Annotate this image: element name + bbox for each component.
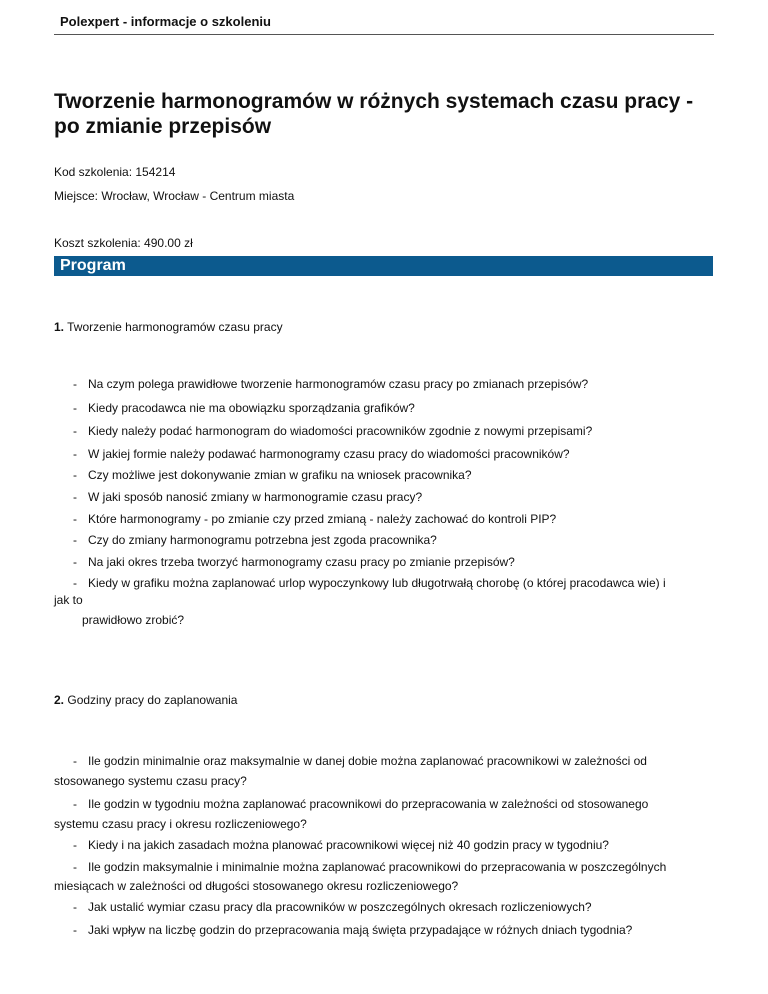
- list-item-continuation: jak to: [54, 593, 83, 607]
- list-item-text: Kiedy należy podać harmonogram do wiadomości pracowników zgodnie z nowymi przepisami?: [88, 424, 593, 438]
- list-item-text: Ile godzin minimalnie oraz maksymalnie w danej dobie można zaplanować pracownikowi w zależności od: [88, 754, 647, 768]
- list-item: [73, 468, 472, 482]
- list-item: [73, 923, 632, 937]
- list-item-continuation: prawidłowo zrobić?: [82, 613, 185, 627]
- program-heading-bar: [54, 256, 713, 276]
- list-item: [73, 447, 570, 461]
- list-item-text: Jak ustalić wymiar czasu pracy dla pracowników w poszczególnych okresach rozliczeniowych?: [88, 900, 592, 914]
- list-item-text: Kiedy pracodawca nie ma obowiązku sporządzania grafików?: [88, 401, 415, 415]
- list-item: [73, 838, 609, 852]
- list-item-continuation: miesiącach w zależności od długości stosowanego okresu rozliczeniowego?: [54, 879, 459, 893]
- dash-bullet: -: [73, 490, 77, 504]
- list-item-text: Ile godzin maksymalnie i minimalnie można zaplanować pracownikowi do przepracowania w poszczególnych: [88, 860, 667, 874]
- list-item: [73, 797, 648, 811]
- course-cost: Koszt szkolenia: 490.00 zł: [54, 236, 193, 250]
- document-header: [54, 10, 714, 35]
- dash-bullet: -: [73, 377, 77, 391]
- list-item-text: Ile godzin w tygodniu można zaplanować pracownikowi do przepracowania w zależności od stosowanego: [88, 797, 649, 811]
- dash-bullet: -: [73, 923, 77, 937]
- course-place: Miejsce: Wrocław, Wrocław - Centrum miasta: [54, 189, 295, 203]
- list-item: [73, 533, 437, 547]
- dash-bullet: -: [73, 512, 77, 526]
- list-item: [73, 424, 592, 438]
- list-item-text: Kiedy i na jakich zasadach można planować pracownikowi więcej niż 40 godzin pracy w tygodniu?: [88, 838, 609, 852]
- list-item-text: Czy do zmiany harmonogramu potrzebna jest zgoda pracownika?: [88, 533, 437, 547]
- list-item: [73, 377, 588, 391]
- list-item-text: W jaki sposób nanosić zmiany w harmonogramie czasu pracy?: [88, 490, 423, 504]
- course-title-line-1: Tworzenie harmonogramów w różnych systemach czasu pracy -: [54, 90, 694, 113]
- list-item: [73, 900, 592, 914]
- dash-bullet: -: [73, 900, 77, 914]
- section-2-title: [54, 693, 237, 707]
- list-item: [73, 401, 415, 415]
- course-title: [54, 89, 714, 139]
- list-item-text: Czy możliwe jest dokonywanie zmian w grafiku na wniosek pracownika?: [88, 468, 472, 482]
- list-item-text: Jaki wpływ na liczbę godzin do przepracowania mają święta przypadające w różnych dniach tygodnia?: [88, 923, 633, 937]
- list-item: [73, 512, 556, 526]
- course-code: Kod szkolenia: 154214: [54, 165, 176, 179]
- list-item: [73, 490, 422, 504]
- dash-bullet: -: [73, 838, 77, 852]
- list-item: [73, 860, 666, 874]
- header-title: Polexpert - informacje o szkoleniu: [60, 14, 271, 29]
- list-item-continuation: systemu czasu pracy i okresu rozliczeniowego?: [54, 817, 307, 831]
- list-item-text: Na czym polega prawidłowe tworzenie harmonogramów czasu pracy po zmianach przepisów?: [88, 377, 589, 391]
- dash-bullet: -: [73, 797, 77, 811]
- section-1-title-text: Tworzenie harmonogramów czasu pracy: [67, 320, 283, 334]
- dash-bullet: -: [73, 424, 77, 438]
- list-item: [73, 555, 515, 569]
- section-1-title: [54, 320, 283, 334]
- list-item-text: Które harmonogramy - po zmianie czy przed zmianą - należy zachować do kontroli PIP?: [88, 512, 557, 526]
- dash-bullet: -: [73, 468, 77, 482]
- dash-bullet: -: [73, 576, 77, 590]
- list-item: [73, 754, 647, 768]
- dash-bullet: -: [73, 860, 77, 874]
- dash-bullet: -: [73, 401, 77, 415]
- section-2-title-text: Godziny pracy do zaplanowania: [67, 693, 238, 707]
- program-heading: Program: [60, 257, 126, 274]
- dash-bullet: -: [73, 533, 77, 547]
- list-item-text: Na jaki okres trzeba tworzyć harmonogramy czasu pracy po zmianie przepisów?: [88, 555, 515, 569]
- section-2-number: 2.: [54, 693, 65, 707]
- dash-bullet: -: [73, 555, 77, 569]
- dash-bullet: -: [73, 447, 77, 461]
- list-item: [73, 576, 666, 590]
- list-item-text: Kiedy w grafiku można zaplanować urlop wypoczynkowy lub długotrwałą chorobę (o której pracodawca wie) i: [88, 576, 666, 590]
- section-1-number: 1.: [54, 320, 65, 334]
- course-title-line-2: po zmianie przepisów: [54, 115, 272, 138]
- list-item-text: W jakiej formie należy podawać harmonogramy czasu pracy do wiadomości pracowników?: [88, 447, 570, 461]
- dash-bullet: -: [73, 754, 77, 768]
- list-item-continuation: stosowanego systemu czasu pracy?: [54, 774, 247, 788]
